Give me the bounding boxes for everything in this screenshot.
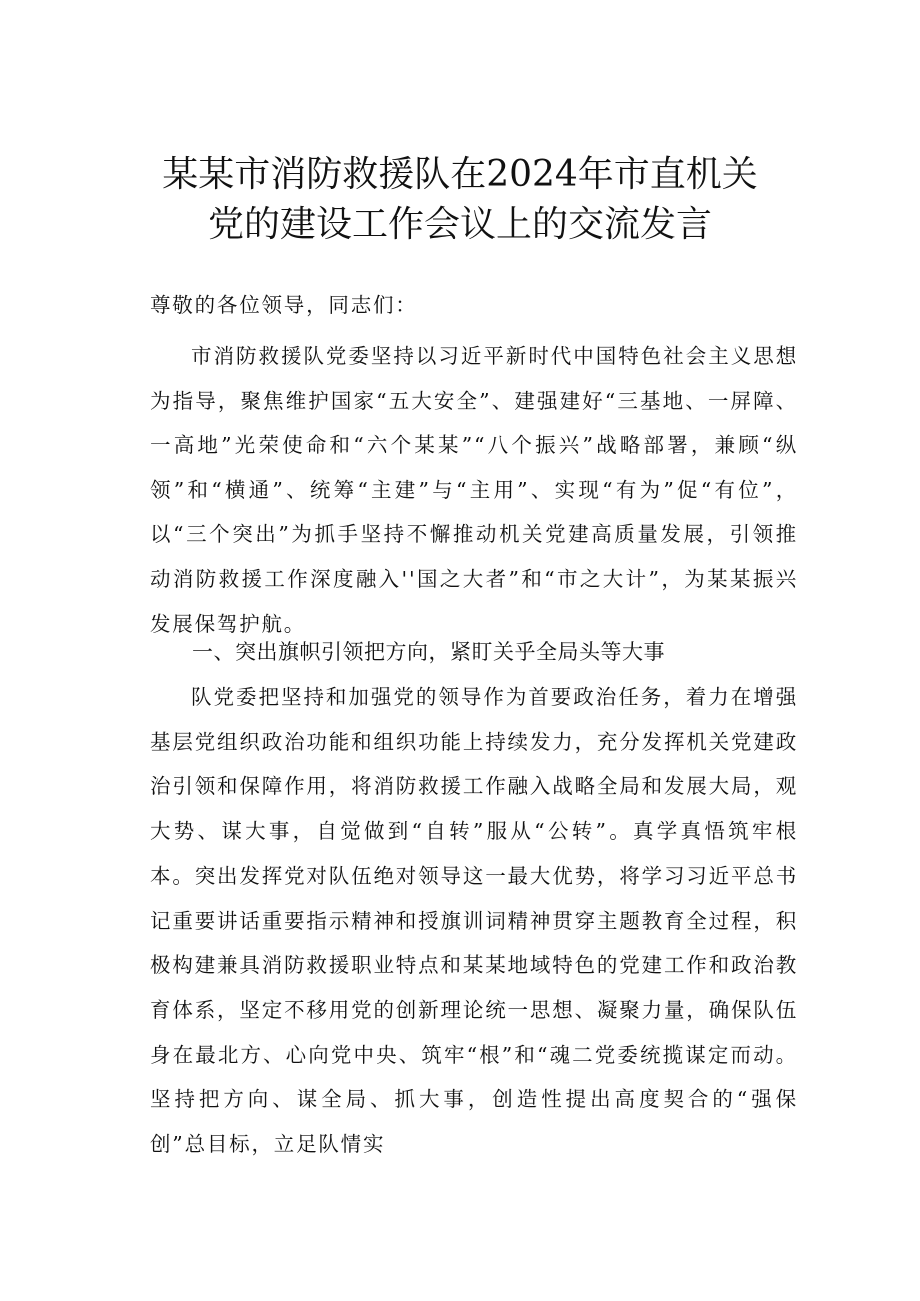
title-line-2: 党的建设工作会议上的交流发言 <box>207 204 712 245</box>
paragraph-section-1: 队党委把坚持和加强党的领导作为首要政治任务，着力在增强基层党组织政治功能和组织功能上持续发力，充分发挥机关党建政治引领和保障作用，将消防救援工作融入战略全局和发展大局，观大势、谋大事，自觉做到“自转”服从“公转”。真学真悟筑牢根本。突出发挥党对队伍绝对领导这一最大优势，将学习习近平总书记重要讲话重要指示精神和授旗训词精神贯穿主题教育全过程，积极构建兼具消防救援职业特点和某某地域特色的党建工作和政治教育体系，坚定不移用党的创新理论统一思想、凝聚力量，确保队伍身在最北方、心向党中央、筑牢“根”和“魂二党委统揽谋定而动。坚持把方向、谋全局、抓大事，创造性提出高度契合的“强保创”总目标，立足队情实 <box>150 685 798 1157</box>
section-heading-1: 一、突出旗帜引领把方向，紧盯关乎全局头等大事 <box>192 640 665 664</box>
document-title <box>100 150 820 250</box>
paragraph-intro: 市消防救援队党委坚持以习近平新时代中国特色社会主义思想为指导，聚焦维护国家“五大安全”、建强建好“三基地、一屏障、一高地”光荣使命和“六个某某”“八个振兴”战略部署，兼顾“纵领”和“横通”、统筹“主建”与“主用”、实现“有为”促“有位”，以“三个突出”为抓手坚持不懈推动机关党建高质量发展，引领推动消防救援工作深度融入''国之大者”和“市之大计”，为某某振兴发展保驾护航。 <box>150 344 798 636</box>
title-line-1: 某某市消防救援队在2024年市直机关 <box>162 154 758 195</box>
salutation: 尊敬的各位领导，同志们： <box>150 293 418 317</box>
